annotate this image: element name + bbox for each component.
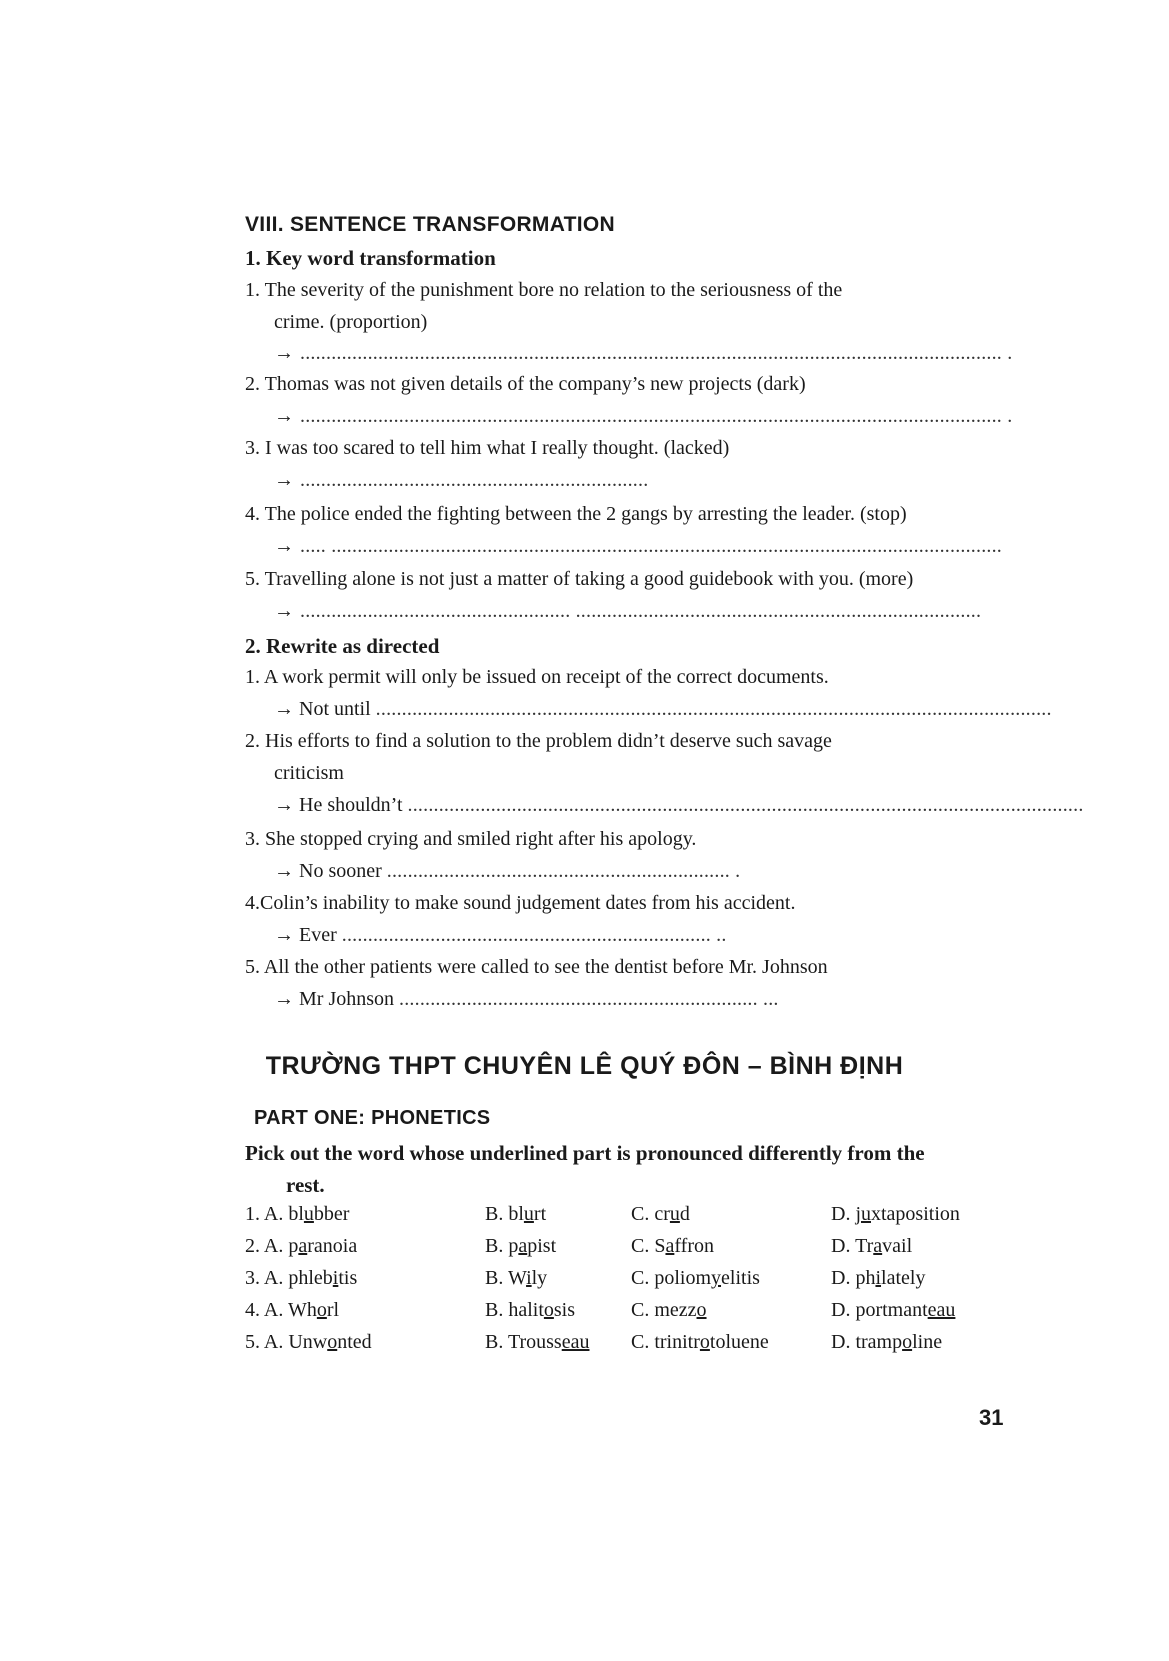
phonetics-option[interactable]: [485, 1203, 631, 1235]
option-text: C. cr: [631, 1203, 670, 1225]
rewrite-answer-3[interactable]: → No sooner .................................................................. .: [274, 860, 741, 882]
rewrite-prompt: → Not until: [274, 698, 371, 720]
kwt-answer-1[interactable]: → ....................................................................................................................................... .: [274, 342, 1013, 364]
underlined-part: o: [327, 1331, 338, 1353]
phonetics-option[interactable]: [831, 1235, 1031, 1267]
option-text: sis: [553, 1299, 576, 1321]
option-text: elitis: [721, 1267, 760, 1289]
underlined-part: o: [902, 1331, 913, 1353]
underlined-part: a: [665, 1235, 675, 1257]
arrow-icon: →: [274, 342, 294, 364]
option-text: C. poliom: [631, 1267, 712, 1289]
underlined-part: o: [316, 1299, 327, 1321]
option-text: line: [912, 1331, 943, 1353]
rewrite-item-3: 3. She stopped crying and smiled right after his apology.: [245, 828, 697, 850]
option-text: B. bl: [485, 1203, 524, 1225]
option-text: B. p: [485, 1235, 519, 1257]
rewrite-answer-1[interactable]: → Not until ..................................................................................................................................: [274, 698, 1052, 720]
option-text: D. portmant: [831, 1299, 928, 1321]
rewrite-answer-5[interactable]: → Mr Johnson ..................................................................... ...: [274, 988, 779, 1010]
school-heading: TRƯỜNG THPT CHUYÊN LÊ QUÝ ĐÔN – BÌNH ĐỊNH: [265, 1052, 904, 1080]
phonetics-table: [245, 1203, 1031, 1363]
option-text: B. W: [485, 1267, 527, 1289]
kwt-item-2: 2. Thomas was not given details of the company’s new projects (dark): [245, 373, 806, 395]
option-text: ly: [531, 1267, 548, 1289]
option-text: rt: [533, 1203, 547, 1225]
kwt-item-1: 1. The severity of the punishment bore no relation to the seriousness of the: [245, 279, 843, 301]
phonetics-option[interactable]: [631, 1235, 831, 1267]
option-text: xtaposition: [871, 1203, 960, 1225]
phonetics-row: [245, 1331, 1031, 1363]
option-text: B. halit: [485, 1299, 544, 1321]
option-text: ranoia: [307, 1235, 358, 1257]
arrow-icon: →: [274, 600, 294, 622]
phonetics-option[interactable]: [485, 1235, 631, 1267]
rewrite-prompt: → He shouldn’t: [274, 794, 403, 816]
option-text: bber: [313, 1203, 350, 1225]
underlined-part: u: [523, 1203, 534, 1225]
kwt-answer-4[interactable]: → ..... .................................................................................................................................: [274, 535, 1002, 557]
rewrite-prompt: → No sooner: [274, 860, 382, 882]
kwt-answer-5[interactable]: → .................................................... ..............................................................................: [274, 600, 982, 622]
phonetics-option[interactable]: [245, 1299, 485, 1331]
rewrite-item-4: 4.Colin’s inability to make sound judgement dates from his accident.: [245, 892, 796, 914]
phonetics-option[interactable]: [631, 1267, 831, 1299]
option-text: C. S: [631, 1235, 666, 1257]
rewrite-item-2-cont: criticism: [274, 762, 344, 784]
phonetics-option[interactable]: [485, 1331, 631, 1363]
instruction-line-2: rest.: [286, 1173, 325, 1197]
phonetics-row: [245, 1203, 1031, 1235]
kwt-heading: 1. Key word transformation: [245, 246, 496, 270]
arrow-icon: →: [274, 535, 294, 557]
option-text: rl: [326, 1299, 340, 1321]
option-text: D. ph: [831, 1267, 876, 1289]
underlined-part: u: [303, 1203, 314, 1225]
phonetics-option[interactable]: [245, 1203, 485, 1235]
underlined-part: a: [873, 1235, 883, 1257]
underlined-part: a: [298, 1235, 308, 1257]
section-title: VIII. SENTENCE TRANSFORMATION: [245, 213, 615, 236]
underlined-part: u: [861, 1203, 871, 1225]
instruction-line-1: Pick out the word whose underlined part is pronounced differently from the: [245, 1141, 925, 1165]
option-text: C. mezz: [631, 1299, 697, 1321]
kwt-item-1-cont: crime. (proportion): [274, 311, 428, 333]
arrow-icon: →: [274, 405, 294, 427]
kwt-item-4: 4. The police ended the fighting between the 2 gangs by arresting the leader. (stop): [245, 503, 907, 525]
rewrite-answer-4[interactable]: → Ever ....................................................................... ..: [274, 924, 727, 946]
phonetics-option[interactable]: [245, 1235, 485, 1267]
phonetics-option[interactable]: [485, 1267, 631, 1299]
rewrite-item-5: 5. All the other patients were called to see the dentist before Mr. Johnson: [245, 956, 828, 978]
option-text: 4. A. Wh: [245, 1299, 317, 1321]
underlined-part: i: [875, 1267, 882, 1289]
phonetics-option[interactable]: [245, 1331, 485, 1363]
arrow-icon: →: [274, 469, 294, 491]
option-text: lately: [881, 1267, 926, 1289]
underlined-part: o: [699, 1331, 710, 1353]
page-number: 31: [979, 1405, 1004, 1430]
rewrite-item-1: 1. A work permit will only be issued on receipt of the correct documents.: [245, 666, 829, 688]
option-text: D. tramp: [831, 1331, 903, 1353]
rewrite-item-2: 2. His efforts to find a solution to the problem didn’t deserve such savage: [245, 730, 832, 752]
phonetics-option[interactable]: [831, 1203, 1031, 1235]
phonetics-row: [245, 1235, 1031, 1267]
phonetics-option[interactable]: [631, 1331, 831, 1363]
phonetics-option[interactable]: [245, 1267, 485, 1299]
underlined-part: u: [669, 1203, 680, 1225]
rewrite-heading: 2. Rewrite as directed: [245, 634, 440, 658]
rewrite-prompt: → Mr Johnson: [274, 988, 395, 1010]
underlined-part: o: [696, 1299, 707, 1321]
option-text: 3. A. phleb: [245, 1267, 333, 1289]
option-text: toluene: [709, 1331, 769, 1353]
option-text: D. Tr: [831, 1235, 874, 1257]
option-text: ffron: [674, 1235, 714, 1257]
option-text: B. Trouss: [485, 1331, 562, 1353]
phonetics-row: [245, 1267, 1031, 1299]
part-one-title: PART ONE: PHONETICS: [254, 1107, 491, 1129]
option-text: 5. A. Unw: [245, 1331, 328, 1353]
kwt-answer-3[interactable]: → ...................................................................: [274, 469, 649, 491]
option-text: 1. A. bl: [245, 1203, 304, 1225]
underlined-part: eau: [561, 1331, 590, 1353]
rewrite-answer-2[interactable]: → He shouldn’t ..................................................................................................................................: [274, 794, 1084, 816]
phonetics-option[interactable]: [831, 1331, 1031, 1363]
option-text: tis: [338, 1267, 358, 1289]
option-text: 2. A. p: [245, 1235, 299, 1257]
phonetics-row: [245, 1299, 1031, 1331]
option-text: d: [679, 1203, 690, 1225]
option-text: C. trinitr: [631, 1331, 700, 1353]
kwt-item-5: 5. Travelling alone is not just a matter of taking a good guidebook with you. (more): [245, 568, 914, 590]
option-text: D. j: [831, 1203, 861, 1225]
underlined-part: i: [526, 1267, 532, 1289]
kwt-item-3: 3. I was too scared to tell him what I really thought. (lacked): [245, 437, 730, 459]
underlined-part: o: [543, 1299, 554, 1321]
underlined-part: i: [332, 1267, 339, 1289]
underlined-part: y: [711, 1267, 722, 1289]
option-text: vail: [882, 1235, 913, 1257]
rewrite-prompt: → Ever: [274, 924, 337, 946]
kwt-answer-2[interactable]: → ....................................................................................................................................... .: [274, 405, 1013, 427]
phonetics-option[interactable]: [631, 1299, 831, 1331]
phonetics-option[interactable]: [631, 1203, 831, 1235]
underlined-part: a: [518, 1235, 528, 1257]
option-text: nted: [337, 1331, 372, 1353]
phonetics-option[interactable]: [831, 1267, 1031, 1299]
underlined-part: eau: [927, 1299, 956, 1321]
phonetics-option[interactable]: [485, 1299, 631, 1331]
phonetics-option[interactable]: [831, 1299, 1031, 1331]
option-text: pist: [527, 1235, 557, 1257]
